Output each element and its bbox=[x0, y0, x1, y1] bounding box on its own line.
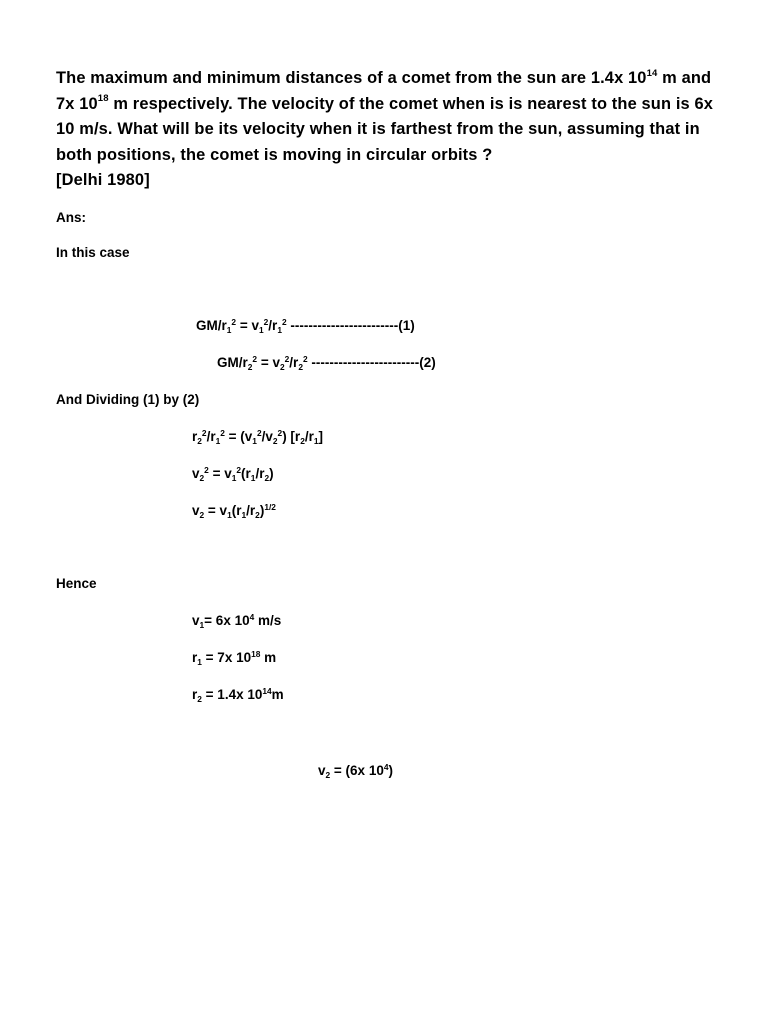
question-paragraph: The maximum and minimum distances of a comet from the sun are 1.4x $10^{14}$ m and 7x $10^{18}$ m respectively. The velocity of the comet when is is nearest to the sun is 6x 10 m/s. What will be its velocity when it is farthest from the sun, assuming that in both positions, the comet is moving in circular orbits ? bbox=[56, 67, 714, 164]
value-r2: $r_2 = 1.4x$ $10^{14}m$ bbox=[192, 685, 284, 704]
question-source: [Delhi 1980] bbox=[56, 171, 150, 189]
equation-3: $r_2^2/r_1^2 = (v_1^2/v_2^2)$ $[r_2/r_1]$ bbox=[192, 427, 324, 446]
value-v1: $v_1= 6x$ $10^4$ m/s bbox=[192, 611, 282, 630]
equation-1: $GM/r_1^2 = v_1^2/r_1^2$ ------------------------(1) bbox=[196, 316, 415, 335]
equation-4: $v_2^2 = v_1^2(r_1/r_2)$ bbox=[192, 464, 274, 483]
equation-2: $GM/r_2^2 = v_2^2/r_2^2$ ------------------------(2) bbox=[217, 353, 436, 372]
question-text bbox=[56, 66, 716, 194]
hence-label: Hence bbox=[56, 576, 97, 591]
value-r1: $r_1 = 7x$ $10^{18}$ m bbox=[192, 648, 277, 667]
ans-label: Ans: bbox=[56, 210, 86, 225]
equation-5: $v_2 = v_1(r_1/r_2)^{1/2}$ bbox=[192, 501, 276, 520]
dividing-label: And Dividing (1) by (2) bbox=[56, 392, 200, 407]
in-this-case-label: In this case bbox=[56, 245, 130, 260]
final-equation: $v_2 = (6x$ $10^4$) bbox=[318, 761, 393, 780]
